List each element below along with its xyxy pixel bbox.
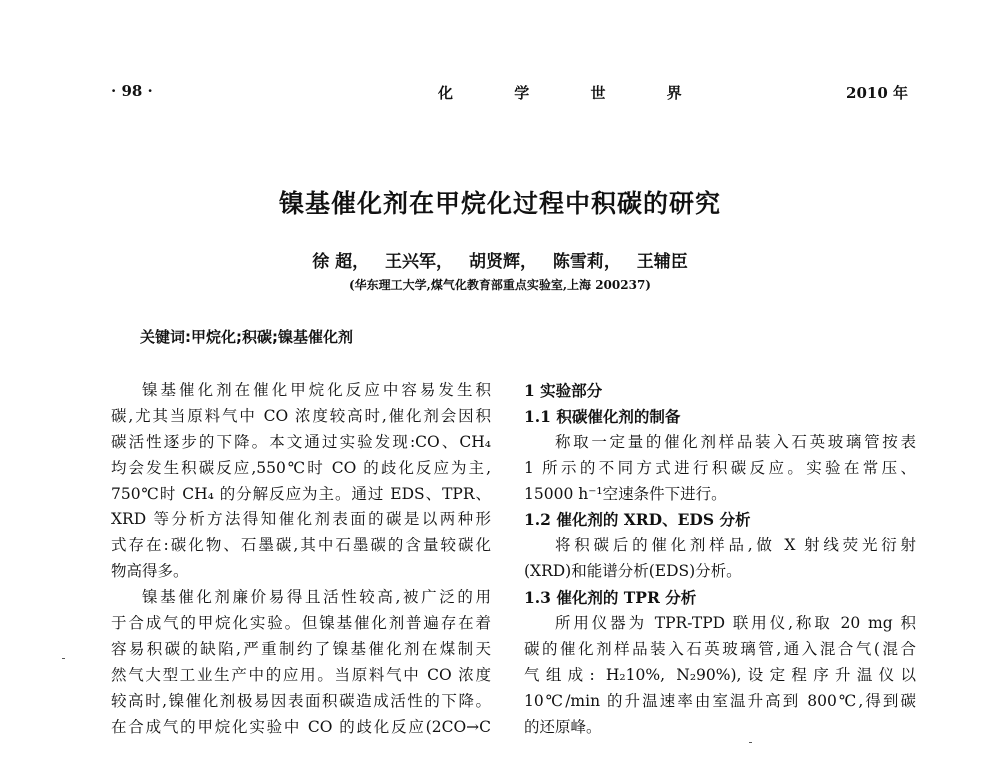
text-line: 的还原峰。 — [524, 717, 602, 736]
text-line: 1.2 催化剂的 XRD、EDS 分析 — [524, 510, 751, 530]
text-line: 1.1 积碳催化剂的制备 — [524, 406, 681, 426]
author-name: 王兴军， — [385, 252, 454, 272]
page-number: · 98 · — [111, 82, 153, 100]
text-line: 然气大型工业生产中的应用。当原料气中 CO 浓度 — [111, 665, 491, 684]
text-line: 在合成气的甲烷化实验中 CO 的歧化反应(2CO→C — [111, 717, 491, 736]
text-line: 较高时,镍催化剂极易因表面积碳造成活性的下降。 — [111, 691, 491, 710]
journal-name: 化 学 世 界 — [438, 84, 710, 102]
text-line: 镍基催化剂在催化甲烷化反应中容易发生积 — [142, 381, 491, 399]
text-line: 称取一定量的催化剂样品装入石英玻璃管按表 — [555, 432, 916, 451]
text-line: 碳,尤其当原料气中 CO 浓度较高时,催化剂会因积 — [111, 406, 491, 425]
text-line: (XRD)和能谱分析(EDS)分析。 — [524, 562, 742, 581]
text-line: 10℃/min 的升温速率由室温升高到 800℃,得到碳 — [524, 691, 916, 710]
scan-speck — [749, 742, 752, 743]
text-line: 750℃时 CH₄ 的分解反应为主。通过 EDS、TPR、 — [111, 484, 491, 503]
text-line: 15000 h⁻¹空速条件下进行。 — [524, 484, 727, 503]
text-line: 气组成: H₂10%, N₂90%),设定程序升温仪以 — [524, 665, 916, 684]
text-line: 容易积碳的缺陷,严重制约了镍基催化剂在煤制天 — [111, 639, 491, 658]
publication-year: 2010 年 — [846, 84, 908, 102]
text-line: 1 实验部分 — [524, 381, 603, 400]
text-line: 镍基催化剂廉价易得且活性较高,被广泛的用 — [142, 588, 491, 607]
text-line: 1.3 催化剂的 TPR 分析 — [524, 588, 697, 608]
text-line: 物高得多。 — [111, 562, 189, 581]
left-column-text — [111, 378, 491, 740]
text-line: 所用仪器为 TPR-TPD 联用仪,称取 20 mg 积 — [555, 614, 916, 633]
right-column-text — [524, 378, 916, 740]
text-line: 于合成气的甲烷化实验。但镍基催化剂普遍存在着 — [111, 614, 491, 633]
keywords: 关键词:甲烷化;积碳;镍基催化剂 — [140, 328, 353, 346]
scan-speck — [62, 658, 65, 659]
text-line: 碳的催化剂样品装入石英玻璃管,通入混合气(混合 — [524, 639, 916, 658]
text-line: 均会发生积碳反应,550℃时 CO 的歧化反应为主, — [111, 458, 491, 477]
text-line: 1 所示的不同方式进行积碳反应。实验在常压、 — [524, 458, 916, 477]
author-name: 徐 超， — [312, 252, 370, 272]
author-name: 胡贤辉， — [468, 252, 537, 272]
author-name: 陈雪莉， — [552, 252, 621, 272]
text-line: 将积碳后的催化剂样品,做 X 射线荧光衍射 — [555, 536, 916, 555]
author-list — [0, 247, 1000, 272]
text-line: 式存在:碳化物、石墨碳,其中石墨碳的含量较碳化 — [111, 536, 491, 555]
article-title: 镍基催化剂在甲烷化过程中积碳的研究 — [278, 189, 721, 218]
author-affiliation: (华东理工大学,煤气化教育部重点实验室,上海 200237) — [349, 278, 651, 292]
author-name: 王辅臣 — [636, 252, 688, 272]
text-line: 碳活性逐步的下降。本文通过实验发现:CO、CH₄ — [111, 432, 491, 451]
text-line: XRD 等分析方法得知催化剂表面的碳是以两种形 — [111, 510, 491, 529]
